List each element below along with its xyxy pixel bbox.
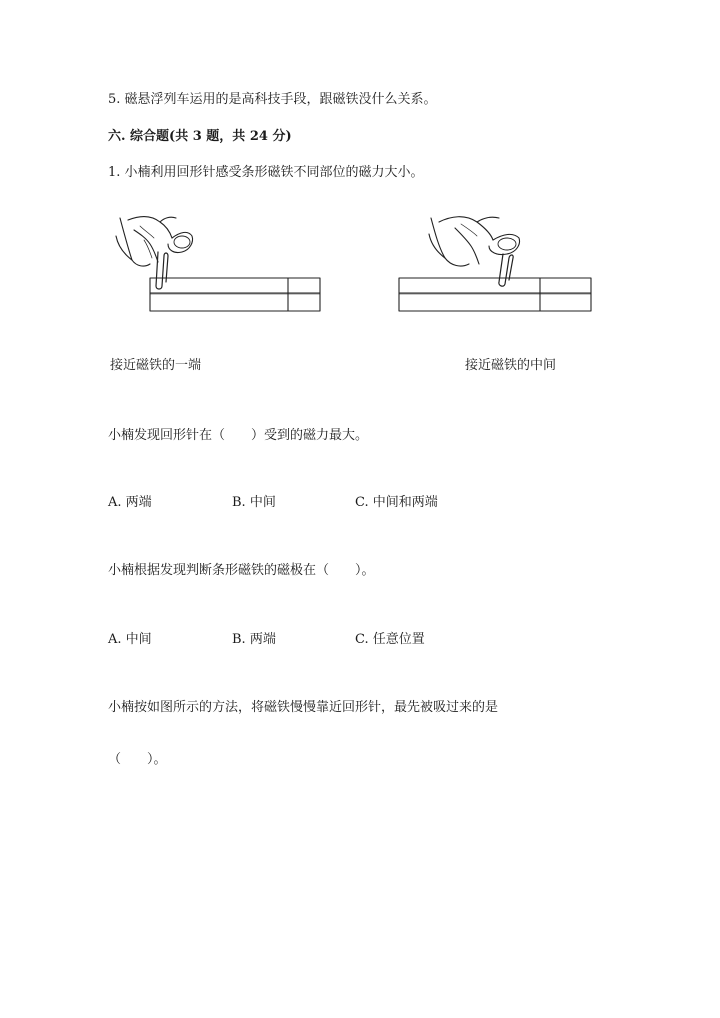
- sub-question-1: 小楠发现回形针在（ ）受到的磁力最大。: [108, 428, 369, 443]
- sub-question-2-option-a: A. 中间: [108, 632, 152, 647]
- question-5: 5. 磁悬浮列车运用的是高科技手段，跟磁铁没什么关系。: [108, 92, 437, 107]
- sub-question-2-option-c: C. 任意位置: [355, 632, 425, 647]
- sub-question-3-blank: （ ）。: [108, 752, 167, 767]
- sub-question-1-option-b: B. 中间: [232, 495, 276, 510]
- sub-question-2: 小楠根据发现判断条形磁铁的磁极在（ ）。: [108, 563, 375, 578]
- sub-question-1-option-c: C. 中间和两端: [355, 495, 438, 510]
- section-6-title: 六. 综合题(共 3 题，共 24 分): [108, 129, 292, 144]
- sub-question-3: 小楠按如图所示的方法，将磁铁慢慢靠近回形针，最先被吸过来的是: [108, 700, 499, 715]
- figure-left-caption: 接近磁铁的一端: [110, 358, 202, 373]
- sub-question-1-option-a: A. 两端: [108, 495, 152, 510]
- magnet-end-figure: [110, 208, 325, 320]
- magnet-middle-figure: [395, 208, 595, 320]
- sub-question-2-option-b: B. 两端: [232, 632, 276, 647]
- question-1-stem: 1. 小楠利用回形针感受条形磁铁不同部位的磁力大小。: [108, 165, 424, 180]
- figure-right-caption: 接近磁铁的中间: [465, 358, 557, 373]
